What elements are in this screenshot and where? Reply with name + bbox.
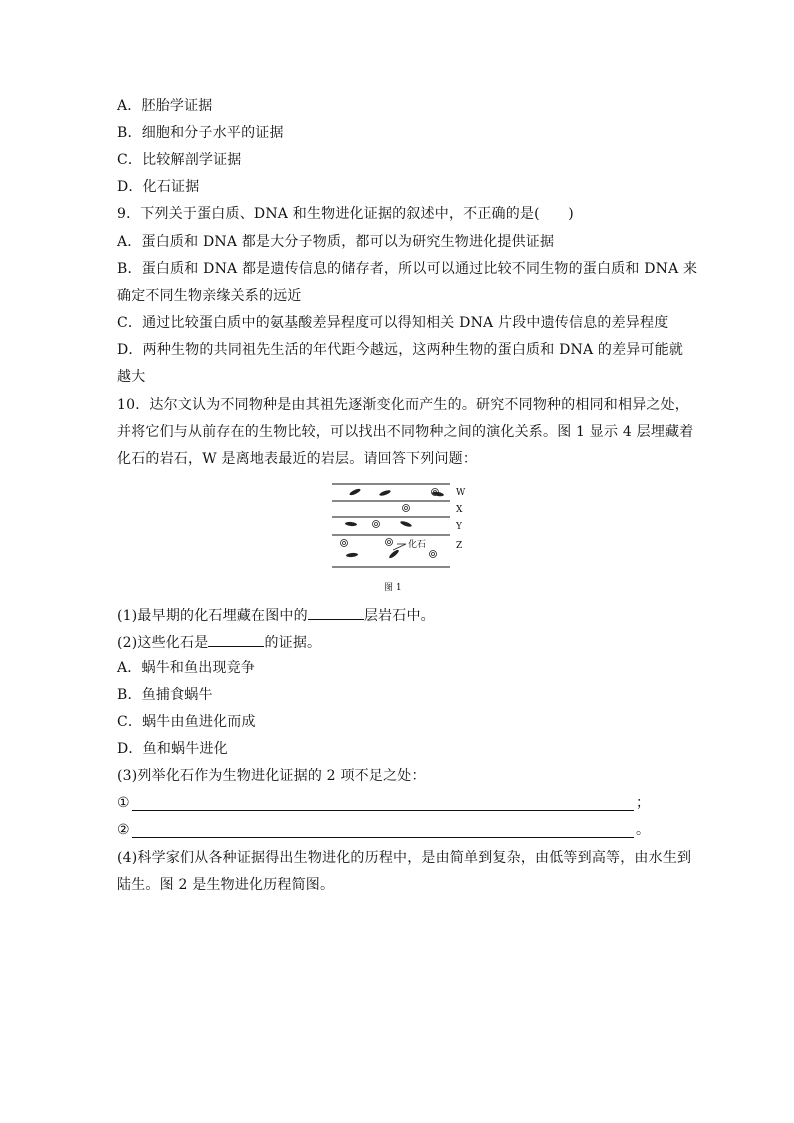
q10-part4-line1: (4)科学家们从各种证据得出生物进化的历程中，是由简单到复杂，由低等到高等，由水生到	[117, 850, 692, 866]
q8-option-d: D．化石证据	[117, 179, 200, 195]
fish-fossil-icons	[345, 488, 444, 560]
snail-fossil-icon	[373, 521, 380, 528]
q10-part2-option-a: A．蜗牛和鱼出现竞争	[117, 660, 256, 676]
q8-option-a: A．胚胎学证据	[117, 98, 213, 114]
q10-part2-text-a: (2)这些化石是	[117, 635, 209, 651]
q10-stem-line1: 10．达尔文认为不同物种是由其祖先逐渐变化而产生的。研究不同物种的相同和相异之处，	[117, 397, 690, 413]
q9-option-d-line2: 越大	[117, 369, 146, 385]
q10-part2-option-c: C．蜗牛由鱼进化而成	[117, 714, 256, 730]
q10-part3-item1-mark: ①	[117, 795, 130, 811]
q9-option-d-line1: D．两种生物的共同祖先生活的年代距今越远，这两种生物的蛋白质和 DNA 的差异可能就	[117, 342, 684, 358]
answer-line-2[interactable]	[132, 837, 634, 838]
snail-fossil-icon	[343, 542, 346, 545]
snail-fossil-icon	[386, 539, 393, 546]
snail-fossil-icon	[403, 505, 410, 512]
layer-label-y: Y	[456, 522, 462, 532]
fossil-label: 化石	[408, 540, 427, 550]
rock-layers-figure	[330, 482, 470, 572]
answer-line-1[interactable]	[132, 810, 634, 811]
fish-fossil-icon	[379, 489, 392, 497]
fish-fossil-icon	[345, 521, 357, 526]
snail-fossil-icon	[430, 551, 437, 558]
fish-fossil-icon	[346, 552, 358, 557]
q10-part2	[117, 632, 321, 652]
snail-fossil-icon	[341, 540, 348, 547]
q9-option-b-line2: 确定不同生物亲缘关系的远近	[117, 288, 302, 304]
fish-fossil-icon	[400, 520, 413, 528]
snail-fossil-icon	[375, 523, 378, 526]
figure-caption: 图 1	[384, 583, 402, 593]
snail-fossil-icon	[405, 507, 408, 510]
snail-fossil-icon	[432, 553, 435, 556]
fossil-pointer-line	[393, 544, 406, 550]
q10-part2-text-b: 的证据。	[264, 635, 322, 651]
q8-option-b: B．细胞和分子水平的证据	[117, 125, 284, 141]
layer-label-w: W	[456, 488, 466, 498]
q10-part3-item2-mark: ②	[117, 822, 130, 838]
layer-label-z: Z	[456, 541, 463, 551]
q10-part3-item1-end: ；	[636, 795, 651, 811]
fish-fossil-icon	[388, 549, 400, 560]
fish-fossil-icon	[349, 488, 362, 497]
q10-part3-item2-end: 。	[636, 822, 651, 838]
q10-part3: (3)列举化石作为生物进化证据的 2 项不足之处：	[117, 768, 426, 784]
q10-part1	[117, 605, 435, 625]
q9-option-a: A．蛋白质和 DNA 都是大分子物质，都可以为研究生物进化提供证据	[117, 234, 555, 250]
q10-part4-line2: 陆生。图 2 是生物进化历程简图。	[117, 877, 335, 893]
layer-label-x: X	[456, 505, 463, 515]
answer-blank[interactable]	[308, 605, 364, 620]
snail-fossil-icon	[388, 541, 391, 544]
q10-stem-line2: 并将它们与从前存在的生物比较，可以找出不同物种之间的演化关系。图 1 显示 4 层埋藏着	[117, 424, 694, 440]
q10-part2-option-d: D．鱼和蜗牛进化	[117, 741, 228, 757]
answer-blank[interactable]	[208, 632, 264, 647]
q9-option-c: C．通过比较蛋白质中的氨基酸差异程度可以得知相关 DNA 片段中遗传信息的差异程度	[117, 315, 669, 331]
q9-option-b-line1: B．蛋白质和 DNA 都是遗传信息的储存者，所以可以通过比较不同生物的蛋白质和 DNA 来	[117, 261, 698, 277]
q10-part1-text-a: (1)最早期的化石埋藏在图中的	[117, 608, 308, 624]
q10-part1-text-b: 层岩石中。	[363, 608, 435, 624]
q10-stem-line3: 化石的岩石，W 是离地表最近的岩层。请回答下列问题：	[117, 451, 478, 467]
q9-stem: 9．下列关于蛋白质、DNA 和生物进化证据的叙述中，不正确的是( )	[117, 206, 574, 222]
q10-part2-option-b: B．鱼捕食蜗牛	[117, 687, 213, 703]
q8-option-c: C．比较解剖学证据	[117, 152, 242, 168]
